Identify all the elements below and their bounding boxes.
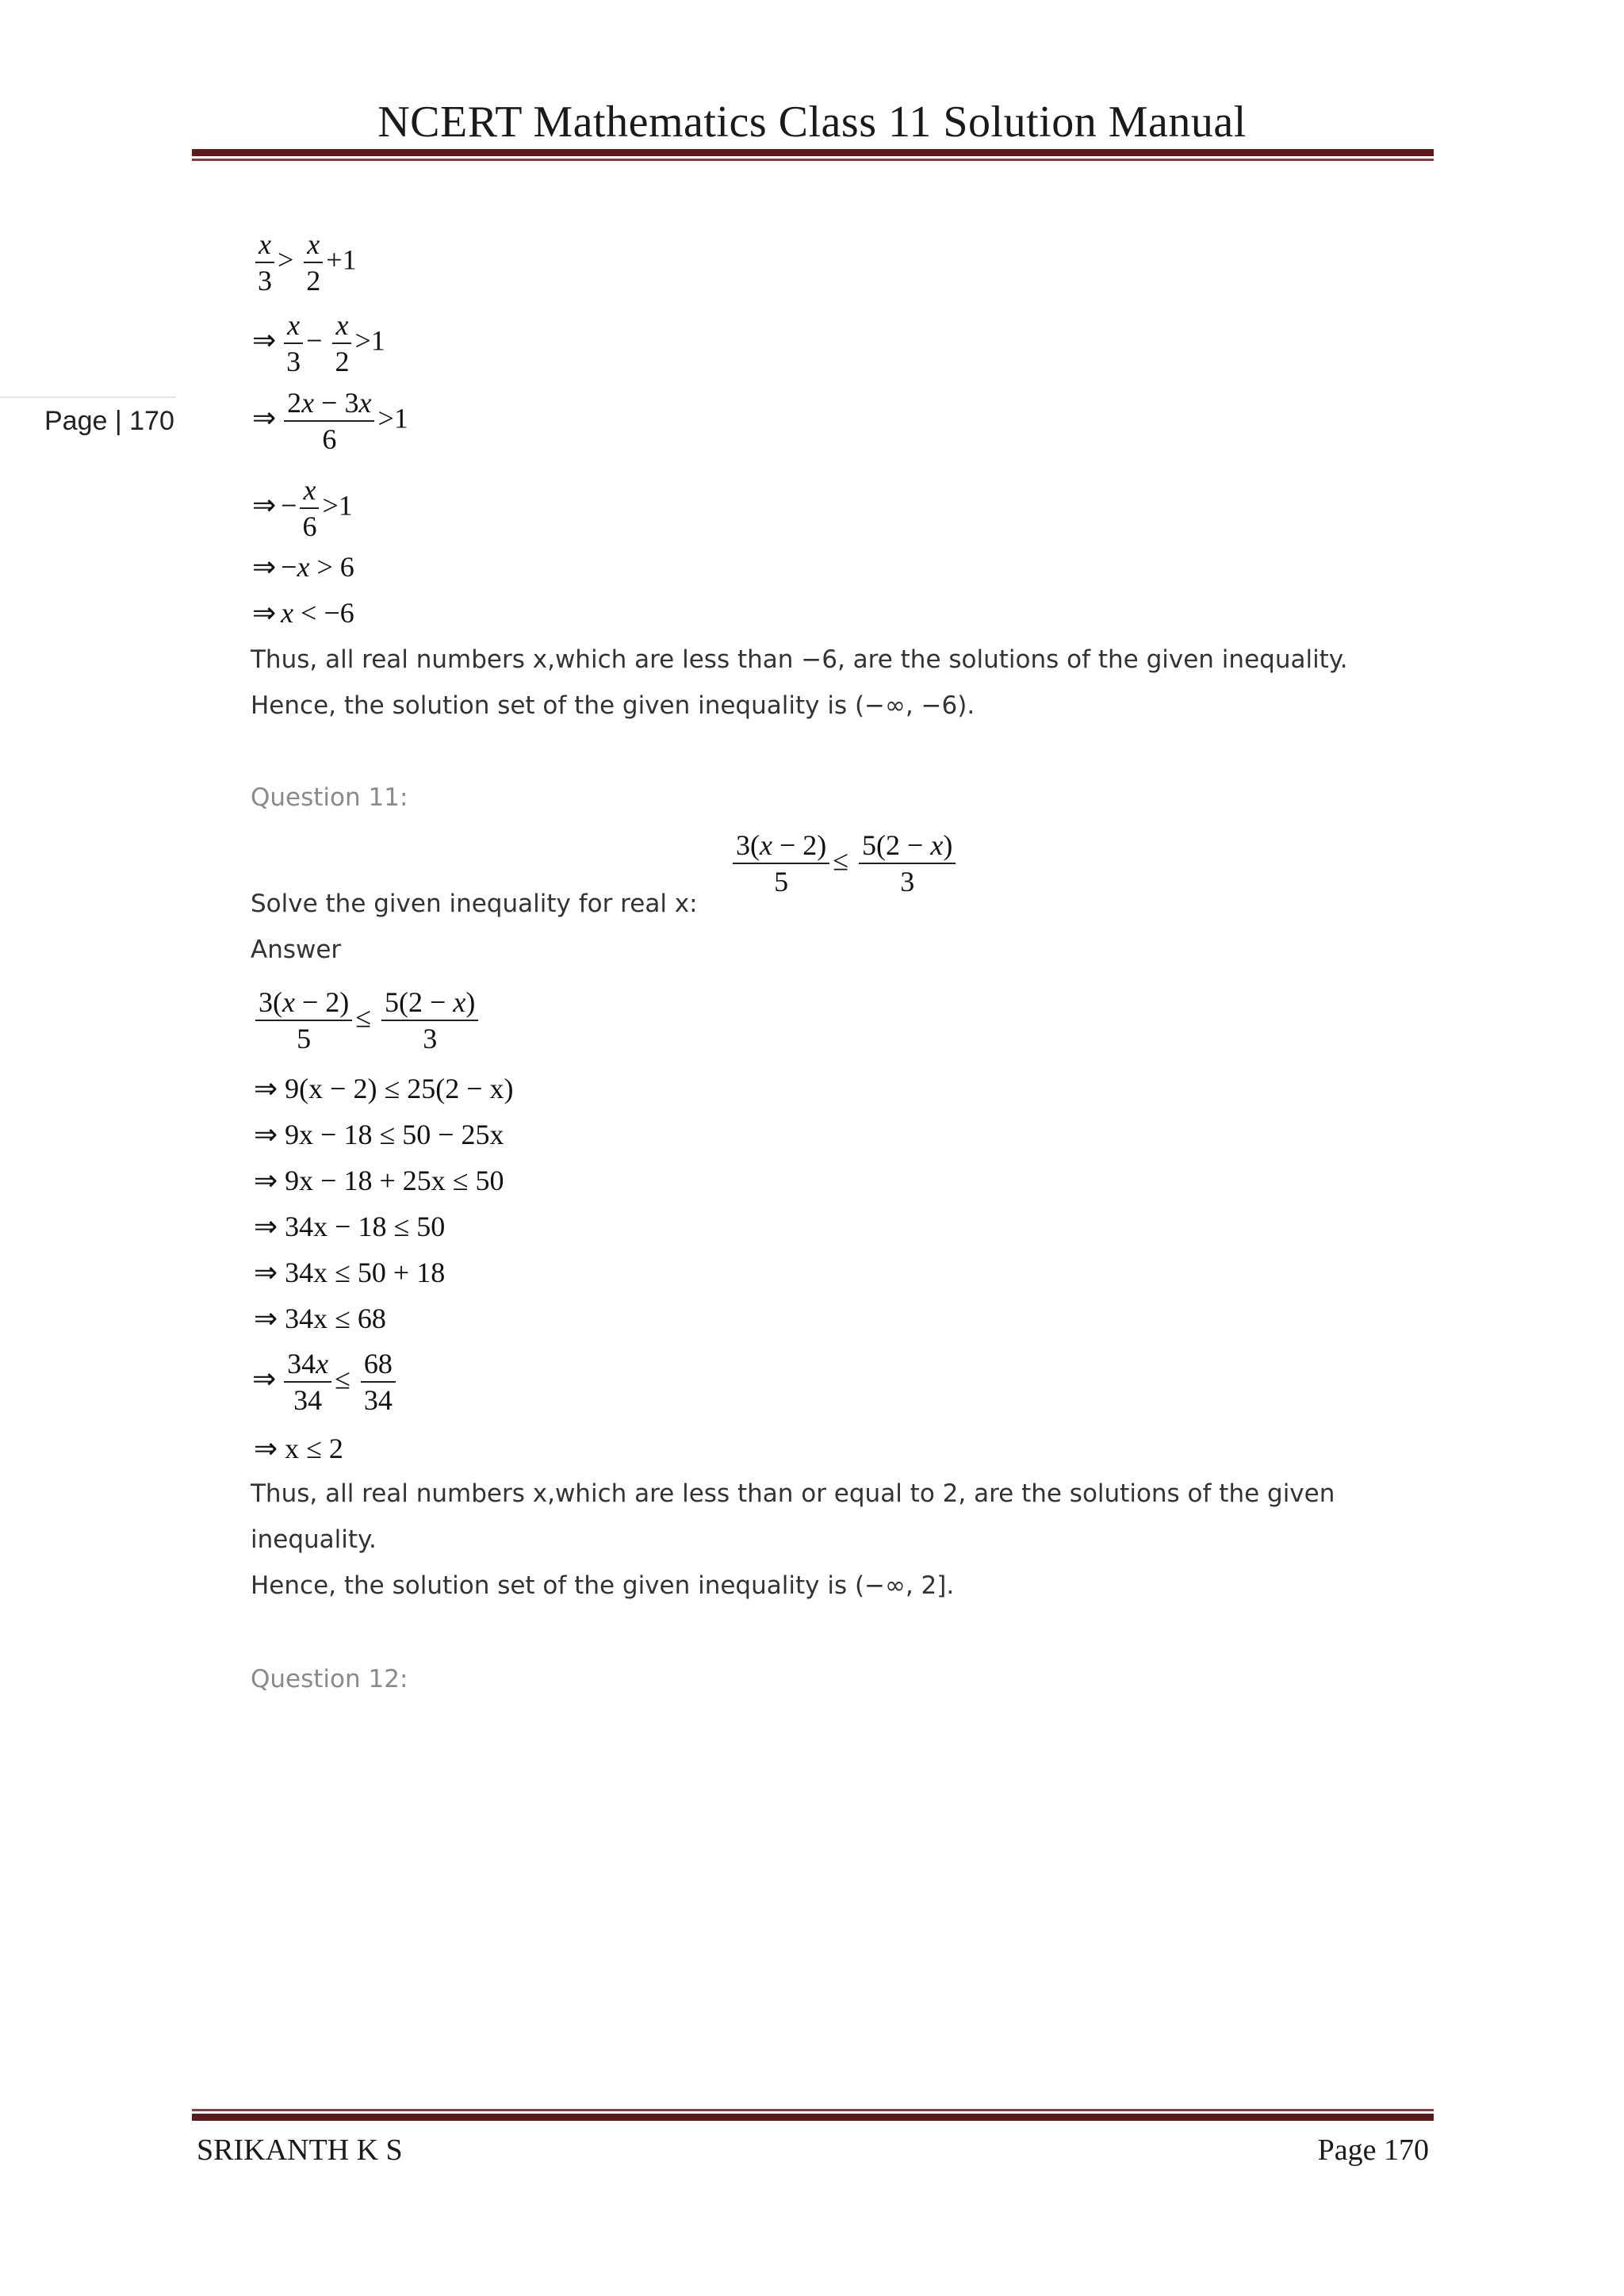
footer-rule-thin bbox=[192, 2109, 1434, 2111]
header-rule-thick bbox=[192, 149, 1434, 156]
question-12-heading: Question 12: bbox=[251, 1665, 408, 1693]
math-step: ⇒ 34x − 18 ≤ 50 bbox=[254, 1211, 446, 1242]
math-step: ⇒ 34x ≤ 50 + 18 bbox=[254, 1257, 446, 1288]
math-step: ⇒ 9x − 18 + 25x ≤ 50 bbox=[254, 1165, 504, 1196]
page-header-title: NCERT Mathematics Class 11 Solution Manual bbox=[377, 98, 1247, 147]
math-step: ⇒ $\frac{34x}{34}$ ≤ $\frac{68}{34}$ bbox=[252, 1349, 399, 1414]
q11-prompt: Solve the given inequality for real x: bbox=[251, 890, 698, 918]
margin-page-label: Page | 170 bbox=[44, 406, 174, 436]
q11-conclusion-line2: inequality. bbox=[251, 1525, 377, 1554]
q11-conclusion-line1: Thus, all real numbers x,which are less than or equal to 2, are the solutions of the given bbox=[251, 1479, 1335, 1508]
footer-page-number: Page 170 bbox=[1317, 2133, 1429, 2167]
math-step: ⇒ 9x − 18 ≤ 50 − 25x bbox=[254, 1119, 504, 1150]
math-step: ⇒ − $\frac{x}{6}$ >1 bbox=[252, 474, 353, 542]
q11-answer-label: Answer bbox=[251, 936, 342, 964]
q10-solution-set: Hence, the solution set of the given inequality is (−∞, −6). bbox=[251, 691, 975, 720]
math-step: ⇒ 34x ≤ 68 bbox=[254, 1303, 386, 1334]
math-step: ⇒ 9(x − 2) ≤ 25(2 − x) bbox=[254, 1073, 514, 1104]
math-step-final: ⇒ x ≤ 2 bbox=[254, 1433, 343, 1464]
math-step: ⇒ $\frac{x}{3}$ − $\frac{x}{2}$ >1 bbox=[252, 309, 385, 377]
math-step: $\frac{3(x - 2)}{5}$ ≤ $\frac{5(2 - x)}{3}$ bbox=[252, 988, 481, 1053]
q11-solution-set: Hence, the solution set of the given inequality is (−∞, 2]. bbox=[251, 1571, 955, 1600]
footer-rule-thick bbox=[192, 2114, 1434, 2121]
header-rule-thin bbox=[192, 159, 1434, 161]
math-step: ⇒ $\frac{2x - 3x}{6}$ >1 bbox=[252, 387, 408, 455]
question-11-heading: Question 11: bbox=[251, 783, 408, 812]
q10-conclusion: Thus, all real numbers x,which are less than −6, are the solutions of the given inequality. bbox=[251, 645, 1348, 674]
math-step: $\frac{x}{3}$ > $\frac{x}{2}$ +1 bbox=[252, 230, 357, 295]
q11-prompt-inequality: $\frac{3(x - 2)}{5}$ ≤ $\frac{5(2 - x)}{3}$ bbox=[730, 831, 959, 896]
margin-divider bbox=[0, 396, 176, 398]
math-step: ⇒ −x > 6 bbox=[252, 551, 354, 583]
math-step: ⇒ x < −6 bbox=[252, 597, 354, 629]
footer-author: SRIKANTH K S bbox=[197, 2133, 403, 2167]
